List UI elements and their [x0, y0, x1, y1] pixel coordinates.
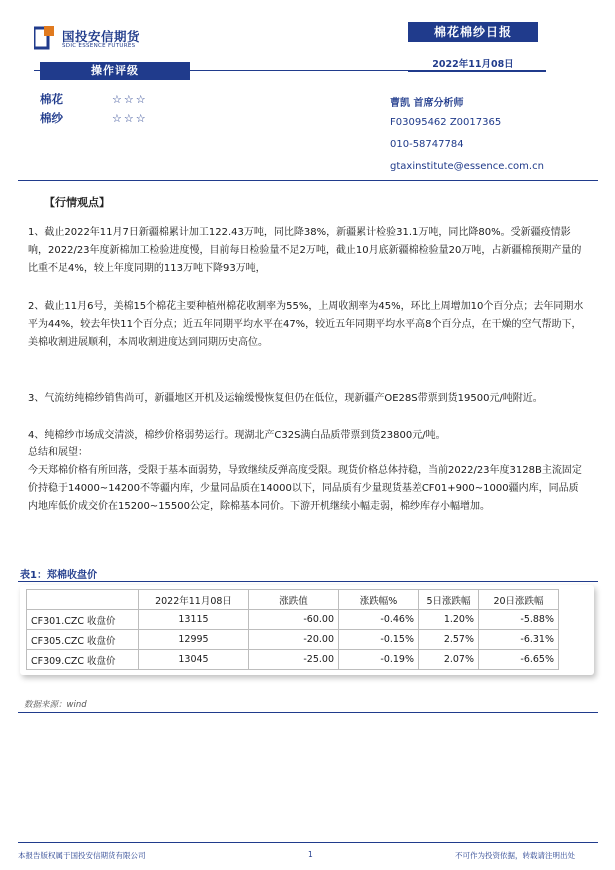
rating-title: 操作评级	[40, 62, 190, 80]
table-cell: 13115	[139, 610, 249, 630]
table-cell: -0.46%	[339, 610, 419, 630]
table-caption: 表1：郑棉收盘价	[20, 570, 97, 581]
table-cell: -0.19%	[339, 650, 419, 670]
report-title: 棉花棉纱日报	[408, 22, 538, 42]
rating-name: 棉纱	[40, 111, 63, 125]
table-cell: -20.00	[249, 630, 339, 650]
report-date: 2022年11月08日	[432, 59, 514, 70]
footer-disclaimer: 不可作为投资依据，转载请注明出处	[455, 851, 575, 860]
table-cell: -0.15%	[339, 630, 419, 650]
table-cell: -25.00	[249, 650, 339, 670]
analyst-id: F03095462 Z0017365	[390, 117, 502, 128]
footer-divider	[18, 842, 598, 843]
table-cell: 2.07%	[419, 650, 479, 670]
logo-text-cn: 国投安信期货	[62, 29, 141, 44]
summary-heading: 总结和展望：	[28, 447, 88, 458]
analyst-name: 曹凯 首席分析师	[390, 98, 464, 109]
table-cell: 1.20%	[419, 610, 479, 630]
price-table	[26, 589, 559, 670]
table-cell: 12995	[139, 630, 249, 650]
company-logo	[34, 26, 194, 54]
table-header: 20日涨跌幅	[479, 590, 559, 610]
summary-paragraph: 今天郑棉价格有所回落，受限于基本面弱势，导致继续反弹高度受限。现货价格总体持稳，当前2022/23年度3128B主流固定价持稳于14000~14200不等疆内库，少量同品质在14000以下，同品质有少量现货基差CF01+900~1000疆内库，同品质内地库低价成交价在15200~15500公定，除棉基本同价。下游开机继续小幅走弱，棉纱库存小幅增加。	[28, 465, 582, 512]
rating-row-yarn	[40, 110, 148, 126]
source-divider	[18, 712, 598, 713]
table-cell: -6.65%	[479, 650, 559, 670]
section-divider	[18, 180, 598, 181]
table-cell: CF305.CZC 收盘价	[27, 630, 139, 650]
rating-stars: ☆☆☆	[112, 112, 148, 125]
table-cell: CF301.CZC 收盘价	[27, 610, 139, 630]
table-header: 涨跌值	[249, 590, 339, 610]
logo-mark-icon	[34, 26, 56, 50]
table-cell: -60.00	[249, 610, 339, 630]
paragraph-4: 4、纯棉纱市场成交清淡，棉纱价格弱势运行。现湖北产C32S满白品质带票到货23800元/吨。	[28, 430, 446, 441]
section-title: 【行情观点】	[44, 196, 110, 209]
header-divider-accent	[408, 70, 546, 72]
table-header: 5日涨跌幅	[419, 590, 479, 610]
table-divider	[18, 581, 598, 582]
table-header-row	[27, 590, 559, 610]
table-row	[27, 650, 559, 670]
paragraph-3: 3、气流纺纯棉纱销售尚可，新疆地区开机及运输缓慢恢复但仍在低位，现新疆产OE28S带票到货19500元/吨附近。	[28, 393, 543, 404]
table-cell: CF309.CZC 收盘价	[27, 650, 139, 670]
analyst-phone: 010-58747784	[390, 139, 464, 150]
table-header: 涨跌幅%	[339, 590, 419, 610]
paragraph-2: 2、截止11月6号，美棉15个棉花主要种植州棉花收割率为55%，上周收割率为45%，环比上周增加10个百分点；去年同期水平为44%，较去年快11个百分点；近五年同期平均水平在47%，较近五年同期平均水平高8个百分点，在干燥的空气帮助下，美棉收割进展顺利，本周收割进度达到同期历史高位。	[28, 301, 584, 348]
footer-copyright: 本报告版权属于国投安信期货有限公司	[18, 851, 146, 860]
price-table-card	[20, 585, 594, 675]
table-cell: -6.31%	[479, 630, 559, 650]
table-row	[27, 610, 559, 630]
rating-row-cotton	[40, 91, 148, 107]
table-cell: 13045	[139, 650, 249, 670]
paragraph-1: 1、截止2022年11月7日新疆棉累计加工122.43万吨，同比降38%，新疆累计检验31.1万吨，同比降80%。受新疆疫情影响，2022/23年度新棉加工检验进度慢，目前每日检验量不足2万吨，截止10月底新疆棉检验量20万吨，占新疆棉预期产量的比重不足4%，较上年度同期的113万吨下降93万吨，	[28, 227, 582, 274]
table-cell: -5.88%	[479, 610, 559, 630]
table-header: 2022年11月08日	[139, 590, 249, 610]
rating-name: 棉花	[40, 92, 63, 106]
logo-text-en: SDIC ESSENCE FUTURES	[62, 43, 136, 49]
page-number: 1	[308, 850, 313, 859]
rating-stars: ☆☆☆	[112, 93, 148, 106]
table-header	[27, 590, 139, 610]
analyst-email[interactable]: gtaxinstitute@essence.com.cn	[390, 161, 544, 172]
table-row	[27, 630, 559, 650]
data-source: 数据来源：wind	[24, 700, 87, 710]
table-cell: 2.57%	[419, 630, 479, 650]
